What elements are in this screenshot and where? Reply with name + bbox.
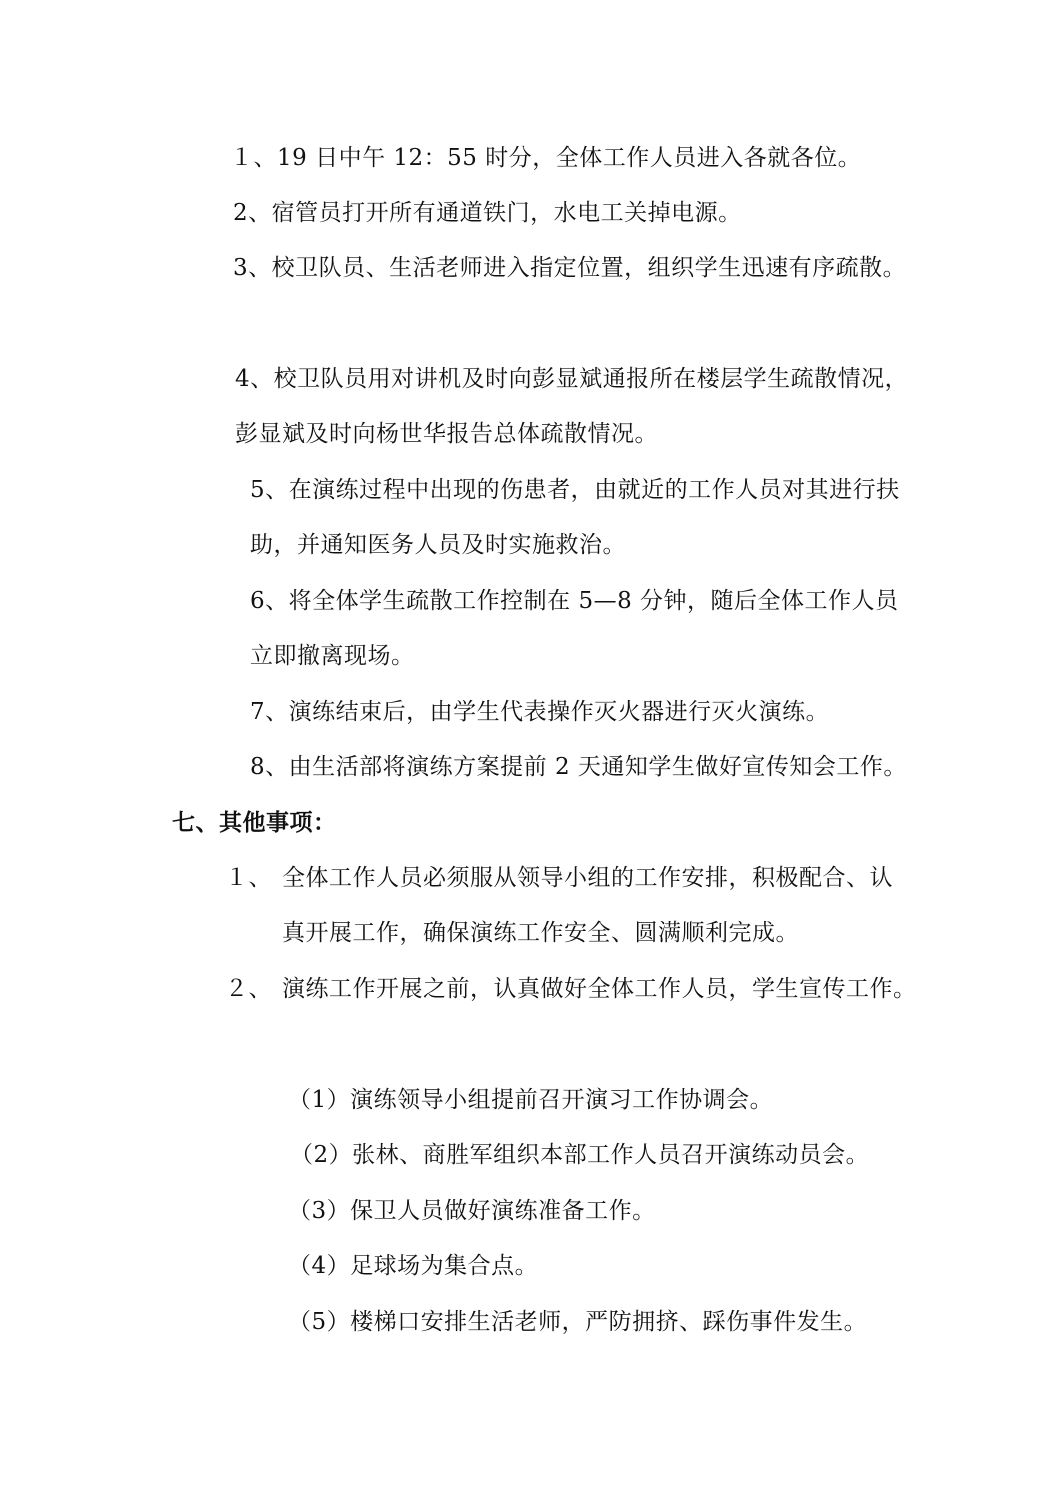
step-6-line-2: 立即撤离现场。 [250, 643, 415, 669]
sub-item-3: （3）保卫人员做好演练准备工作。 [288, 1198, 656, 1224]
step-4-line-1: 4、校卫队员用对讲机及时向彭显斌通报所在楼层学生疏散情况， [235, 366, 909, 392]
other-item-1-number: １、 [225, 865, 272, 891]
step-3: 3、校卫队员、生活老师进入指定位置，组织学生迅速有序疏散。 [233, 255, 907, 281]
sub-item-4: （4）足球场为集合点。 [288, 1253, 539, 1279]
step-2: 2、宿管员打开所有通道铁门，水电工关掉电源。 [233, 200, 742, 226]
step-7: 7、演练结束后，由学生代表操作灭火器进行灭火演练。 [250, 699, 830, 725]
sub-item-2: （2）张林、商胜军组织本部工作人员召开演练动员会。 [290, 1142, 870, 1168]
other-item-1-line-1: 全体工作人员必须服从领导小组的工作安排，积极配合、认 [282, 865, 893, 891]
step-6-line-1: 6、将全体学生疏散工作控制在 5—8 分钟，随后全体工作人员 [250, 588, 899, 614]
other-item-1-line-2: 真开展工作，确保演练工作安全、圆满顺利完成。 [282, 920, 799, 946]
step-5-line-1: 5、在演练过程中出现的伤患者，由就近的工作人员对其进行扶 [250, 477, 900, 503]
other-item-2-number: ２、 [225, 976, 272, 1002]
step-5-line-2: 助，并通知医务人员及时实施救治。 [250, 532, 626, 558]
step-8: 8、由生活部将演练方案提前 2 天通知学生做好宣传知会工作。 [250, 754, 907, 780]
sub-item-5: （5）楼梯口安排生活老师，严防拥挤、踩伤事件发生。 [288, 1309, 868, 1335]
section-heading: 七、其他事项： [172, 809, 337, 836]
sub-item-1: （1）演练领导小组提前召开演习工作协调会。 [288, 1087, 774, 1113]
step-1: １、19 日中午 12：55 时分，全体工作人员进入各就各位。 [230, 145, 862, 171]
other-item-2-line-1: 演练工作开展之前，认真做好全体工作人员，学生宣传工作。 [282, 976, 917, 1002]
step-4-line-2: 彭显斌及时向杨世华报告总体疏散情况。 [235, 421, 658, 447]
